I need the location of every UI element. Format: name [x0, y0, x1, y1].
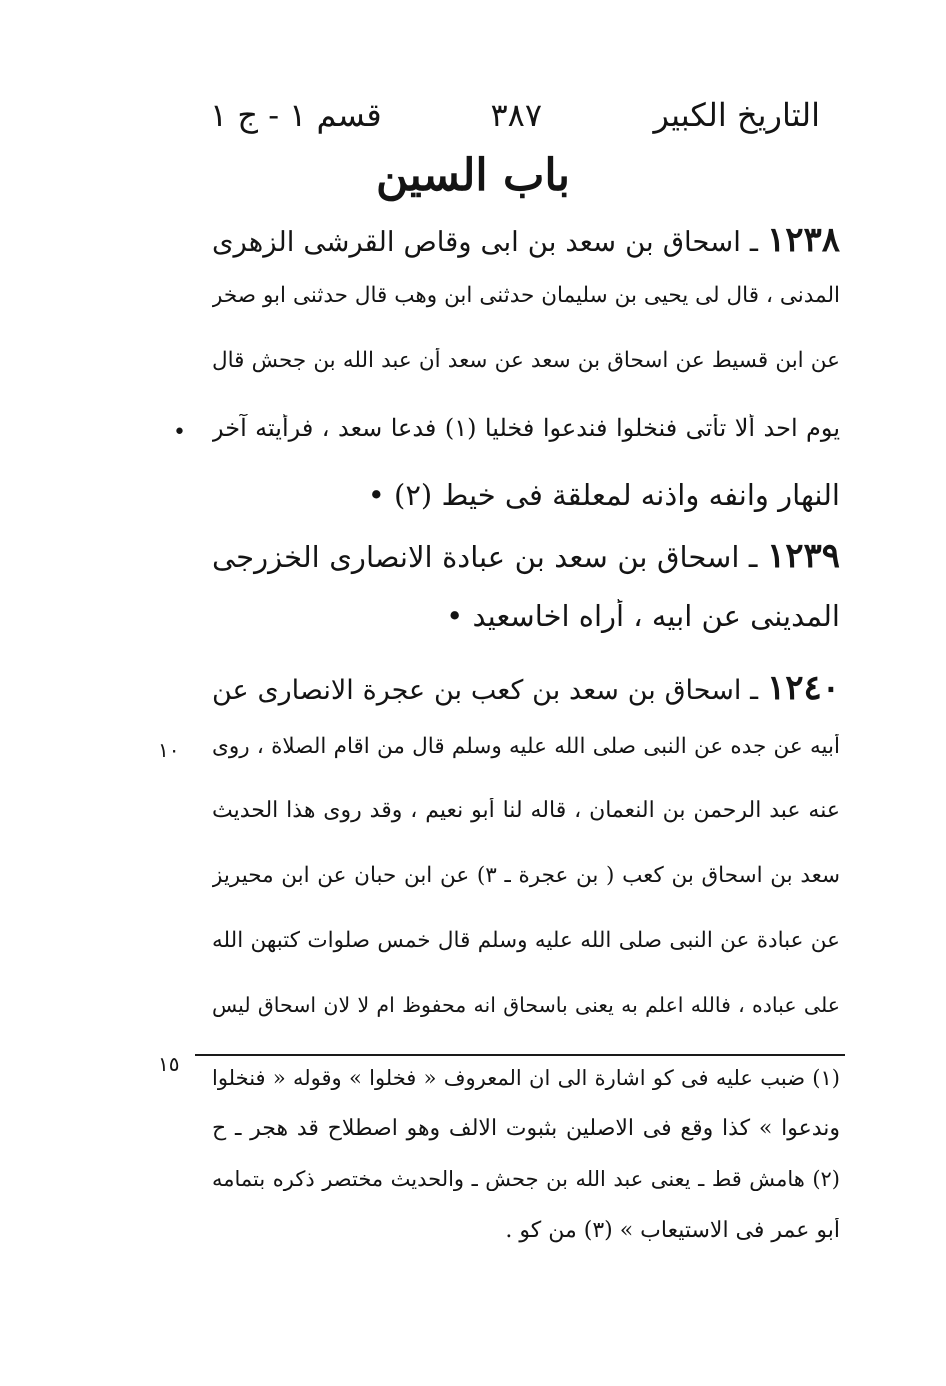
entry-line: عن ابن قسيط عن اسحاق بن سعد عن سعد أن عبد الله بن جحش قال — [212, 348, 840, 373]
footnote-line: (٢) هامش قط ـ يعنى عبد الله بن جحش ـ والحديث مختصر ذكره بتمامه — [212, 1167, 840, 1191]
entry-line: المدنى ، قال لى يحيى بن سليمان حدثنى ابن وهب قال حدثنى ابو صخر — [212, 283, 840, 308]
entry-line: سعد بن اسحاق بن كعب ( بن عجرة ـ ٣) عن ابن حبان عن ابن محيريز — [212, 863, 840, 888]
entry-line: ١٢٣٨ ـ اسحاق بن سعد بن ابى وقاص القرشى الزهرى — [212, 220, 840, 260]
entry-line: على عباده ، فالله اعلم به يعنى باسحاق انه محفوظ ام لا لان اسحاق ليس — [212, 993, 840, 1017]
footnote-line: وندعوا » كذا وقع فى الاصلين بثبوت الالف وهو اصطلاح قد هجر ـ ح — [212, 1116, 840, 1141]
entry-line: النهار وانفه واذنه لمعلقة فى خيط (٢) • — [367, 478, 840, 512]
margin-line-number: ١٠ — [158, 738, 180, 762]
entry-number: ١٢٣٨ — [766, 220, 840, 260]
header-section: قسم ١ - ج ١ — [210, 96, 382, 134]
header-page-number: ٣٨٧ — [490, 96, 542, 134]
entry-line: ١٢٤٠ ـ اسحاق بن سعد بن كعب بن عجرة الانصارى عن — [212, 668, 840, 708]
entry-line: يوم احد ألا تأتى فنخلوا فندعوا فخليا (١) فدعا سعد ، فرأيته آخر — [212, 414, 840, 442]
footnote-divider — [195, 1054, 845, 1056]
entry-line: عن عبادة عن النبى صلى الله عليه وسلم قال خمس صلوات كتبهن الله — [212, 928, 840, 953]
entry-line: أبيه عن جده عن النبى صلى الله عليه وسلم قال من اقام الصلاة ، روى — [212, 734, 840, 759]
running-header — [210, 96, 820, 144]
entry-line: ١٢٣٩ ـ اسحاق بن سعد بن عبادة الانصارى الخزرجى — [212, 536, 840, 576]
entry-number: ١٢٤٠ — [766, 668, 840, 708]
entry-number: ١٢٣٩ — [766, 536, 840, 576]
footnote-line: (١) ضبب عليه فى كو اشارة الى ان المعروف « فخلوا » وقوله « فنخلوا — [212, 1066, 840, 1090]
margin-bullet: • — [173, 420, 186, 445]
header-book-title: التاريخ الكبير — [653, 96, 820, 134]
entry-line: عنه عبد الرحمن بن النعمان ، قاله لنا أبو نعيم ، وقد روى هذا الحديث — [212, 798, 840, 823]
footnote-line: أبو عمر فى الاستيعاب » (٣) من كو . — [505, 1218, 840, 1243]
chapter-title: باب السين — [375, 150, 571, 201]
entry-line: المدينى عن ابيه ، أراه اخاسعيد • — [446, 599, 840, 633]
margin-line-number: ١٥ — [158, 1052, 180, 1076]
